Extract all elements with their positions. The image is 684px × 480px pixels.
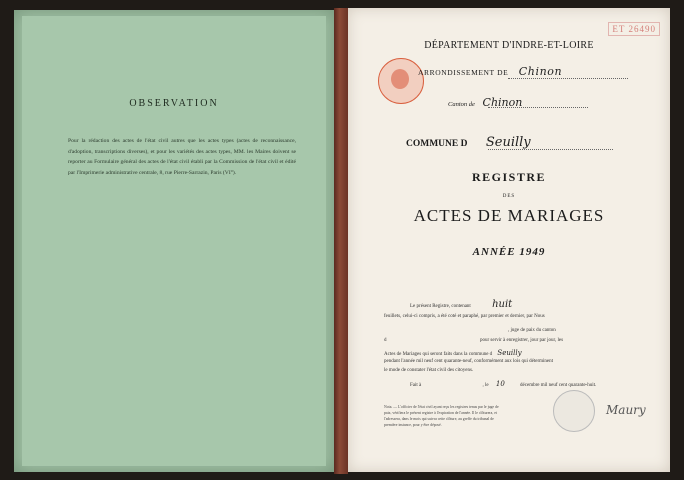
left-cover-page xyxy=(14,10,334,472)
fait-label: Fait à xyxy=(410,383,422,388)
secondary-seal-stamp xyxy=(553,390,595,432)
body-line-2: feuillets, celui-ci compris, a été coté et paraphé, par premier et dernier, par Nous xyxy=(384,314,545,319)
observation-title: OBSERVATION xyxy=(129,98,219,109)
commune-value: Seuilly xyxy=(485,135,531,150)
sheet-count-value: huit xyxy=(492,299,513,310)
commune-underline xyxy=(488,149,613,150)
arrondissement-underline xyxy=(508,78,628,79)
commune-value-body: Seuilly xyxy=(497,349,522,357)
canton-underline xyxy=(488,107,588,108)
body-line-1-text: Le présent Registre, contenant xyxy=(410,304,471,309)
fait-day-value: 10 xyxy=(495,380,505,388)
body-line-5-text: Actes de Mariages qui seront faits dans la commune d xyxy=(384,352,493,357)
body-line-1 xyxy=(410,299,512,310)
fait-le-label: , le xyxy=(482,383,489,388)
canton-value: Chinon xyxy=(482,96,523,109)
footnote-text: Nota. — L'officier de l'état civil ayant reçu les registres tenus par le juge de paix, vérifiera le présent registre à l'expiration de l'année. Il le clôturera, et l'adressera, dans le mois qui suivra cette clôture, au greffe du tribunal de première instance, pour y être déposé. xyxy=(384,405,499,427)
body-line-6: pendant l'année mil neuf cent quarante-neuf, conformément aux lois qui déterminent xyxy=(384,359,554,364)
fait-line xyxy=(410,380,596,388)
arrondissement-value: Chinon xyxy=(518,65,563,78)
commune-line xyxy=(406,135,531,150)
arrondissement-label: ARRONDISSEMENT DE xyxy=(418,68,509,77)
commune-label: COMMUNE D xyxy=(406,139,468,149)
body-line-4-a: d xyxy=(384,338,387,343)
book-spine xyxy=(334,8,348,474)
left-page-inner xyxy=(22,16,326,466)
des-heading: DES xyxy=(502,194,516,199)
registre-heading: REGISTRE xyxy=(471,170,547,184)
fait-date-text: décembre mil neuf cent quarante-huit. xyxy=(520,383,597,388)
archive-reference-stamp: ET 26490 xyxy=(608,22,660,36)
arrondissement-line xyxy=(418,65,562,78)
observation-text: Pour la rédaction des actes de l'état civil autres que les actes types (actes de reconnaissance, d'adoption, transcriptions diverses), et pour les variétés des actes types, MM. les Maires doivent se reporter au Formulaire général des actes de l'état civil établi par la Commission de l'état civil et édité par l'Imprimerie administrative centrale, 8, rue Pierre-Sarrazin, Paris (VI°). xyxy=(68,138,296,176)
body-line-3: , juge de paix du canton xyxy=(508,328,556,333)
signature: Maury xyxy=(606,403,646,417)
actes-heading: ACTES DE MARIAGES xyxy=(413,206,605,225)
body-line-4-b: pour servir à enregistrer, jour par jour, les xyxy=(480,338,564,343)
body-line-5 xyxy=(384,349,522,357)
department-heading: DÉPARTEMENT D'INDRE-ET-LOIRE xyxy=(424,40,594,51)
register-title-page xyxy=(348,8,670,472)
year-heading: ANNÉE 1949 xyxy=(472,246,546,258)
canton-label: Canton de xyxy=(448,101,475,108)
body-line-7: le mode de constater l'état civil des citoyens. xyxy=(384,368,474,373)
